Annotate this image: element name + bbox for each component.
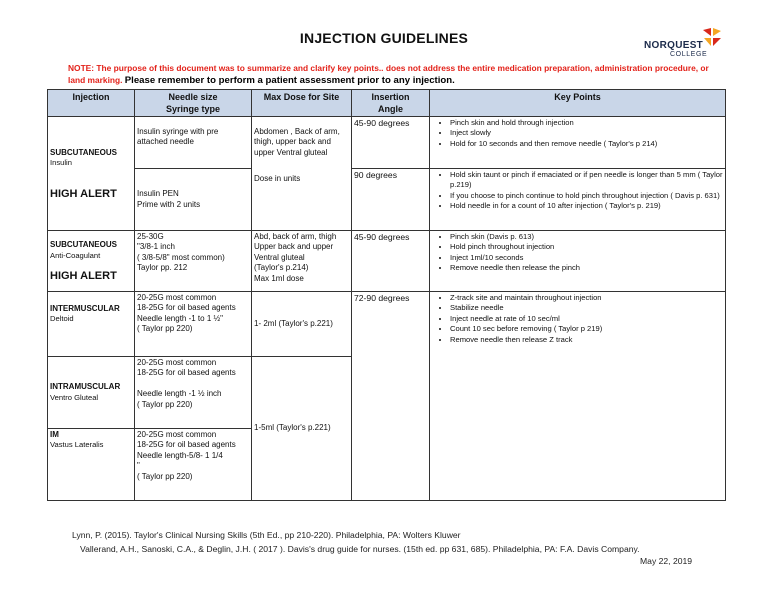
high-alert-label: HIGH ALERT xyxy=(50,187,117,200)
needle-cell: Insulin syringe with pre attached needle xyxy=(135,117,252,169)
needle-cell: 20-25G most common 18-25G for oil based agents Needle length-5/8- 1 1/4 " ( Taylor pp 220) xyxy=(135,429,252,501)
header-key-points: Key Points xyxy=(430,90,726,117)
header-injection: Injection xyxy=(48,90,135,117)
high-alert-label: HIGH ALERT xyxy=(50,270,117,283)
key-point: • Inject needle at rate of 10 sec/ml xyxy=(450,314,723,324)
note-red: NOTE: The purpose of this document was to summarize and clarify key points.. does not address the entire medication preparation, administration procedure, or land marking. xyxy=(68,63,709,85)
injection-subtype: Anti-Coagulant xyxy=(50,250,101,260)
key-point: • Inject 1ml/10 seconds xyxy=(450,253,723,263)
header-max-dose: Max Dose for Site xyxy=(252,90,352,117)
key-points-cell xyxy=(430,169,726,231)
header-needle: Needle size Syringe type xyxy=(135,90,252,117)
logo-name: NORQUEST xyxy=(644,40,704,51)
angle-cell: 45-90 degrees xyxy=(352,117,430,169)
needle-cell: Insulin PEN Prime with 2 units xyxy=(135,169,252,231)
table-row xyxy=(48,292,726,357)
injection-cell xyxy=(48,117,135,231)
injection-type: SUBCUTANEOUS xyxy=(50,240,117,250)
injection-type: IM xyxy=(50,430,59,439)
key-point: • Inject slowly xyxy=(450,128,723,138)
angle-cell: 90 degrees xyxy=(352,169,430,231)
key-point: • Remove needle then release the pinch xyxy=(450,263,723,273)
key-point: • If you choose to pinch continue to hold pinch throughout injection ( Davis p. 631) xyxy=(450,191,723,201)
key-point: • Hold pinch throughout injection xyxy=(450,242,723,252)
injection-subtype: Vastus Lateralis xyxy=(50,440,104,450)
key-point: • Remove needle then release Z track xyxy=(450,335,723,345)
key-point: • Hold skin taunt or pinch if emaciated or if pen needle is longer than 5 mm ( Taylor p.219) xyxy=(450,170,723,191)
key-point: • Pinch skin and hold through injection xyxy=(450,118,723,128)
document-date: May 22, 2019 xyxy=(640,556,693,566)
injection-subtype: Ventro Gluteal xyxy=(50,392,99,402)
key-point: • Z-track site and maintain throughout injection xyxy=(450,293,723,303)
norquest-logo xyxy=(644,26,724,66)
note-assessment: Please remember to perform a patient assessment prior to any injection. xyxy=(124,75,455,86)
key-points-cell xyxy=(430,231,726,292)
note-text xyxy=(68,62,728,87)
needle-cell: 20-25G most common 18-25G for oil based agents Needle length -1 ½ inch ( Taylor pp 220) xyxy=(135,357,252,429)
reference-vallerand: Vallerand, A.H., Sanoski, C.A., & Deglin, J.H. ( 2017 ). Davis's drug guide for nurses. (15th ed. pp 631, 685). Philadelphia, PA: F.A. Davis Company. xyxy=(80,544,640,554)
injection-cell xyxy=(48,357,135,429)
table-row xyxy=(48,117,726,169)
key-point: • Hold for 10 seconds and then remove needle ( Taylor's p 214) xyxy=(450,139,723,149)
injection-cell xyxy=(48,429,135,501)
table-row xyxy=(48,169,726,231)
key-point: • Stabilize needle xyxy=(450,303,723,313)
header-angle: Insertion Angle xyxy=(352,90,430,117)
logo-subtitle: COLLEGE xyxy=(670,51,708,58)
dose-cell xyxy=(252,117,352,231)
injection-type: INTERMUSCULAR xyxy=(50,304,120,313)
angle-cell: 72-90 degrees xyxy=(352,292,430,501)
needle-cell: 20-25G most common 18-25G for oil based agents Needle length -1 to 1 ½" ( Taylor pp 220) xyxy=(135,292,252,357)
injection-guidelines-table xyxy=(47,89,726,501)
injection-subtype: Insulin xyxy=(50,158,72,168)
reference-lynn: Lynn, P. (2015). Taylor's Clinical Nursing Skills (5th Ed., pp 210-220). Philadelphia, PA: Wolters Kluwer xyxy=(72,530,461,540)
angle-cell: 45-90 degrees xyxy=(352,231,430,292)
dose-cell: Abd, back of arm, thigh Upper back and upper Ventral gluteal (Taylor's p.214) Max 1ml dose xyxy=(252,231,352,292)
key-point: • Count 10 sec before removing ( Taylor p 219) xyxy=(450,324,723,334)
table-header-row xyxy=(48,90,726,117)
injection-cell xyxy=(48,231,135,292)
document-title: INJECTION GUIDELINES xyxy=(299,30,469,46)
dose-sites: Abdomen , Back of arm, thigh, upper back and upper Ventral gluteal xyxy=(254,127,340,157)
college-crest-icon xyxy=(701,26,723,48)
injection-type: SUBCUTANEOUS xyxy=(50,147,117,157)
key-points-cell xyxy=(430,292,726,501)
key-point: • Hold needle in for a count of 10 after injection ( Taylor's p. 219) xyxy=(450,201,723,211)
injection-subtype: Deltoid xyxy=(50,314,74,324)
dose-cell: 1- 2ml (Taylor's p.221) xyxy=(252,292,352,357)
injection-type: INTRAMUSCULAR xyxy=(50,382,121,392)
injection-cell xyxy=(48,292,135,357)
dose-units: Dose in units xyxy=(254,174,301,184)
key-point: • Pinch skin (Davis p. 613) xyxy=(450,232,723,242)
dose-cell: 1-5ml (Taylor's p.221) xyxy=(252,357,352,501)
key-points-cell xyxy=(430,117,726,169)
needle-cell: 25-30G "3/8-1 inch ( 3/8-5/8" most common) Taylor pp. 212 xyxy=(135,231,252,292)
table-row xyxy=(48,231,726,292)
